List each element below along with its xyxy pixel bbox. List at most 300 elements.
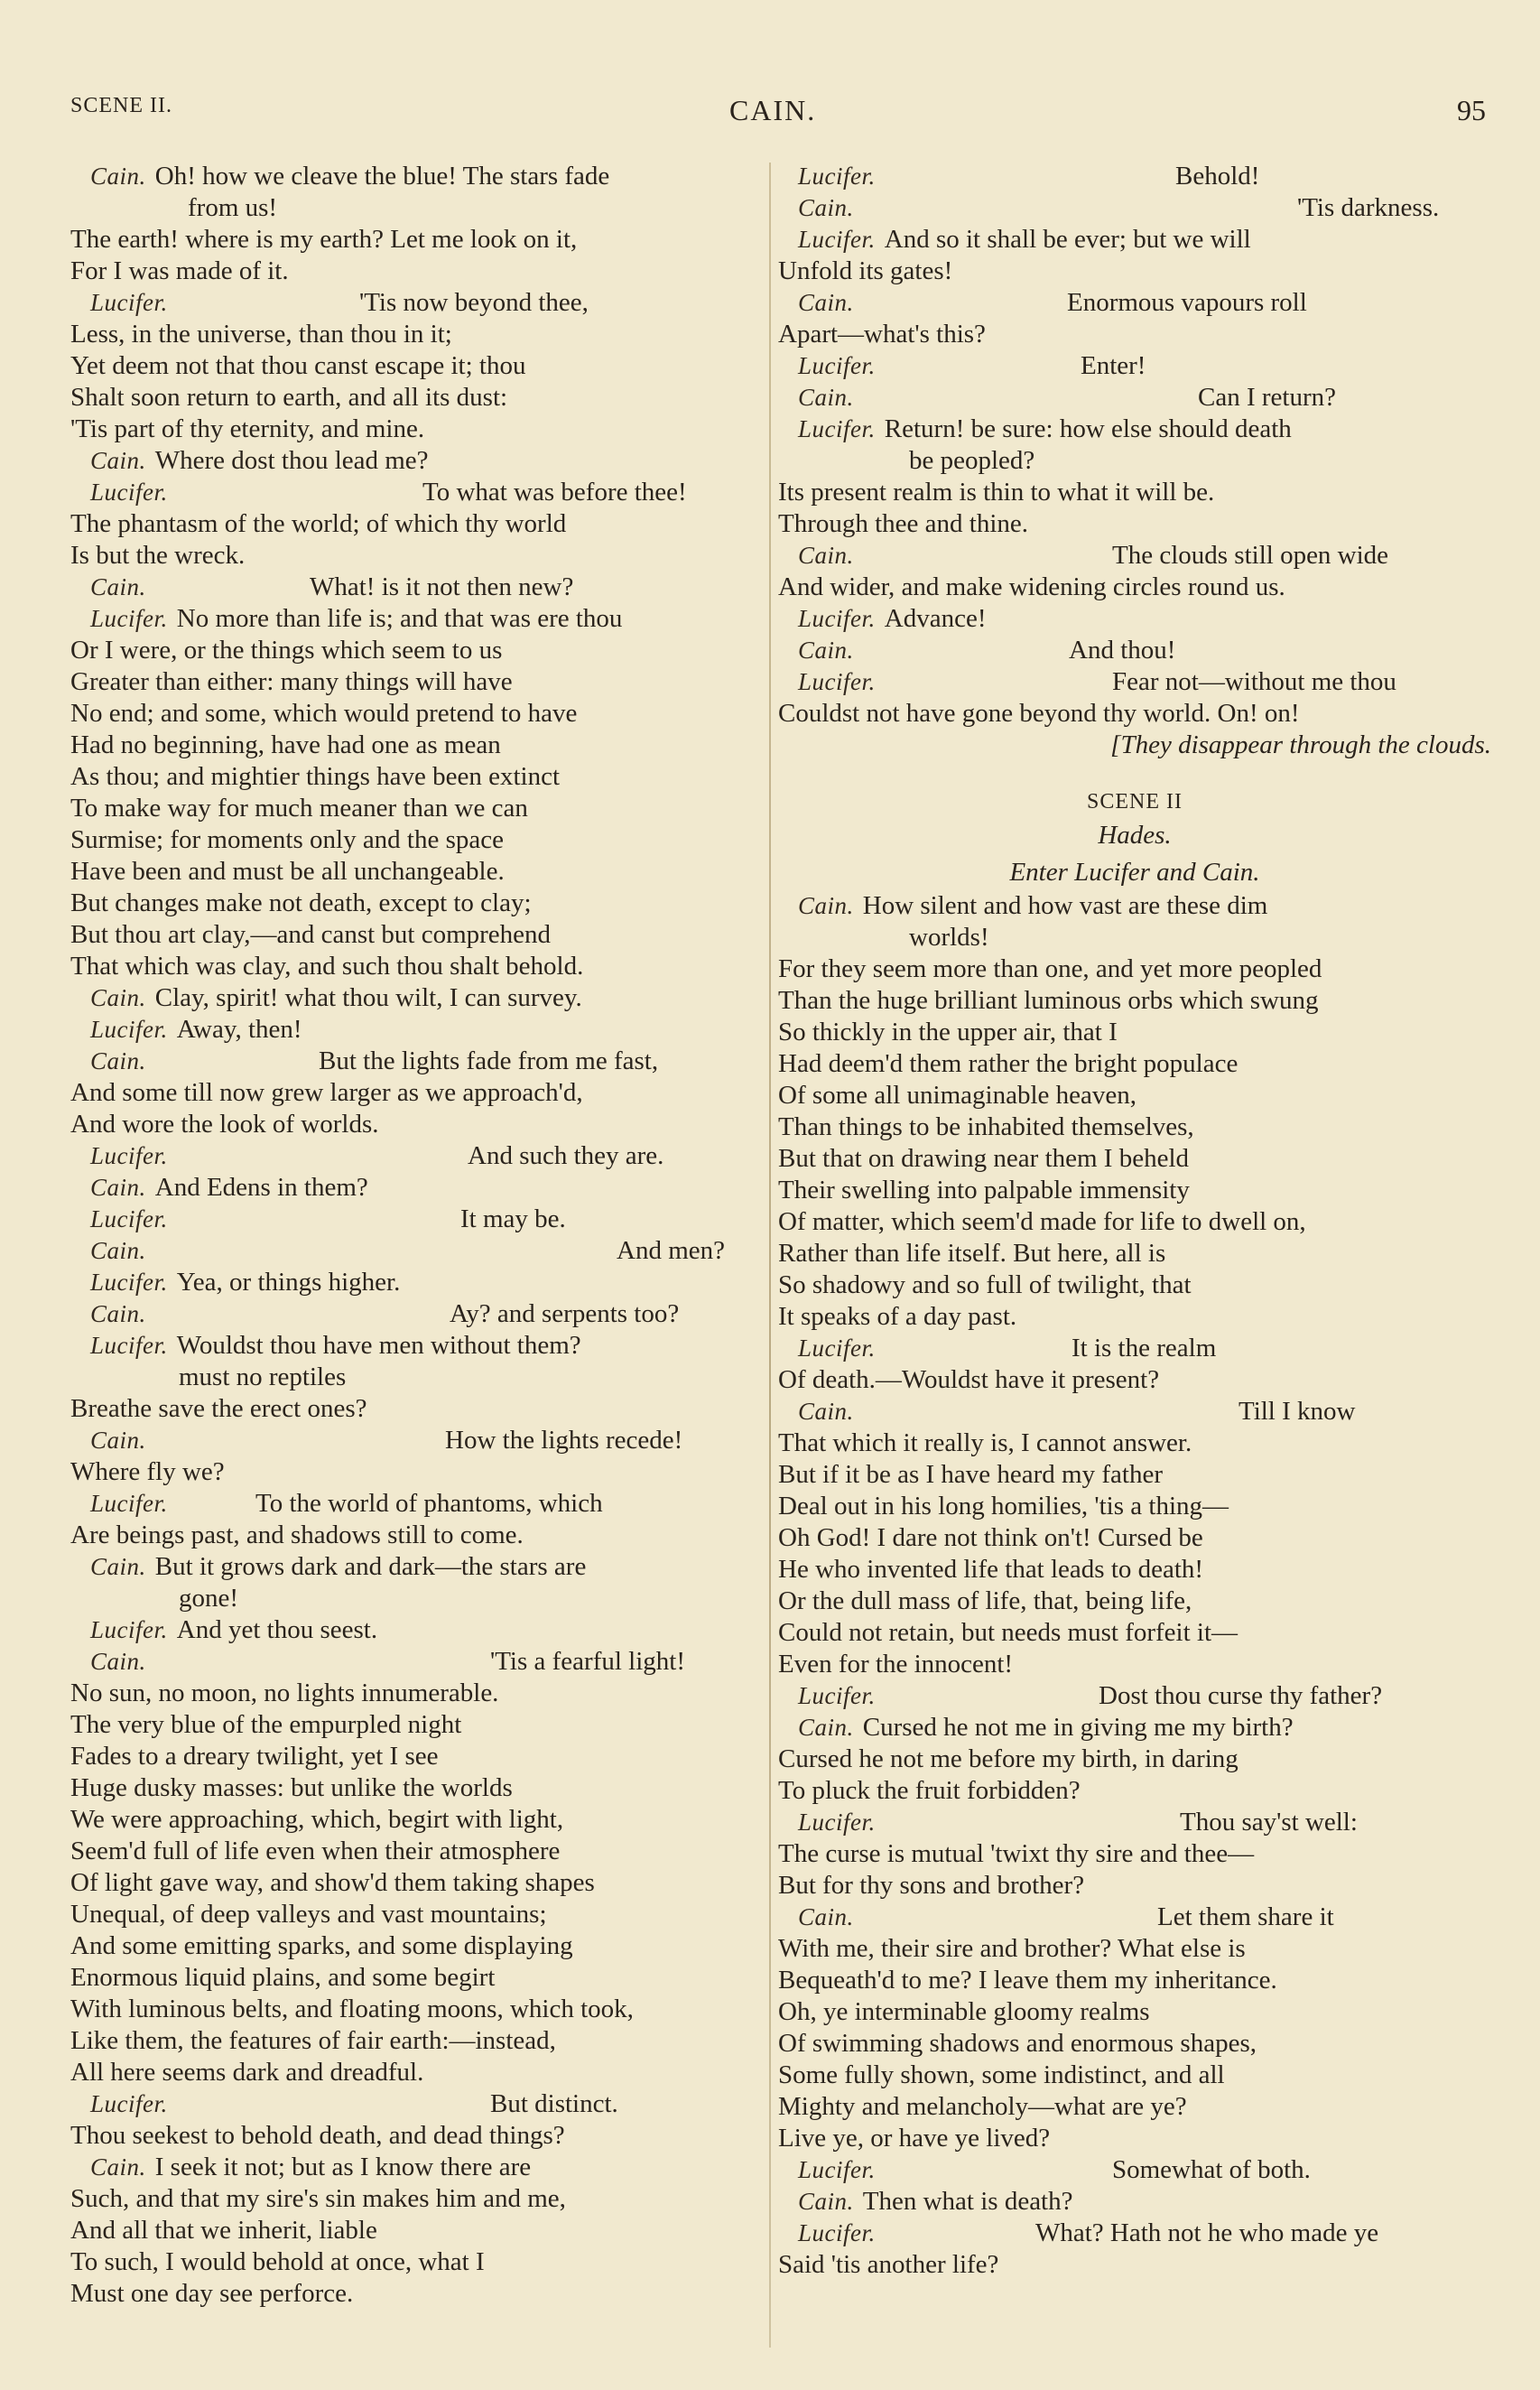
verse-line	[778, 2218, 1491, 2249]
verse-line	[70, 1235, 756, 1267]
verse-text: 'Tis now beyond thee,	[359, 288, 589, 317]
verse-text: Clay, spirit! what thou wilt, I can survey.	[154, 983, 582, 1012]
verse-line	[70, 1014, 756, 1046]
verse-text: Mighty and melancholy—what are ye?	[778, 2092, 1187, 2121]
verse-text: Even for the innocent!	[778, 1650, 1014, 1679]
verse-line	[778, 2028, 1491, 2060]
verse-text: And such they are.	[468, 1141, 664, 1170]
verse-text: Let them share it	[1157, 1902, 1334, 1931]
verse-line	[70, 224, 756, 256]
verse-text: And some till now grew larger as we approach'd,	[70, 1078, 583, 1107]
verse-text: It may be.	[460, 1204, 566, 1233]
verse-line	[778, 635, 1491, 666]
verse-text: Bequeath'd to me? I leave them my inheritance.	[778, 1966, 1277, 1995]
verse-line	[778, 985, 1491, 1017]
verse-line	[70, 2278, 756, 2310]
speaker-label: Lucifer.	[90, 605, 168, 632]
verse-line	[778, 382, 1491, 414]
verse-line	[778, 1996, 1491, 2028]
verse-text: What! is it not then new?	[310, 572, 574, 601]
verse-text: Unfold its gates!	[778, 256, 953, 285]
page-number: 95	[1457, 94, 1486, 126]
verse-text: Had no beginning, have had one as mean	[70, 730, 501, 759]
verse-line	[778, 1491, 1491, 1522]
verse-line	[70, 919, 756, 951]
verse-line	[70, 698, 756, 730]
verse-line	[778, 1017, 1491, 1048]
speaker-label: Lucifer.	[90, 1332, 168, 1359]
verse-text: Or I were, or the things which seem to us	[70, 636, 503, 665]
verse-line	[778, 1933, 1491, 1965]
verse-text: All here seems dark and dreadful.	[70, 2058, 424, 2087]
verse-line	[70, 1046, 756, 1077]
speaker-label: Cain.	[798, 542, 854, 569]
verse-line	[778, 1838, 1491, 1870]
verse-text: Than things to be inhabited themselves,	[778, 1112, 1194, 1141]
verse-line	[70, 824, 756, 856]
verse-line	[778, 2091, 1491, 2123]
verse-line	[70, 192, 756, 224]
speaker-label: Lucifer.	[90, 1142, 168, 1169]
verse-text: We were approaching, which, begirt with light,	[70, 1805, 564, 1834]
verse-line	[70, 1140, 756, 1172]
speaker-label: Cain.	[90, 1648, 146, 1675]
verse-text: Of matter, which seem'd made for life to dwell on,	[778, 1207, 1306, 1236]
running-head-scene: SCENE II.	[70, 94, 172, 117]
verse-line	[70, 2057, 756, 2088]
verse-line	[778, 1333, 1491, 1364]
verse-line	[70, 1298, 756, 1330]
verse-line	[778, 445, 1491, 477]
speaker-label: Cain.	[90, 1300, 146, 1327]
verse-line	[70, 1172, 756, 1204]
speaker-label: Cain.	[90, 984, 146, 1011]
verse-line	[70, 1930, 756, 1962]
verse-line	[778, 1080, 1491, 1111]
verse-text: Surmise; for moments only and the space	[70, 825, 505, 854]
verse-line	[70, 1646, 756, 1678]
verse-text: No end; and some, which would pretend to have	[70, 699, 578, 728]
verse-line	[70, 540, 756, 572]
verse-text: For they seem more than one, and yet more peopled	[778, 954, 1322, 983]
verse-line	[778, 922, 1491, 953]
verse-line	[70, 1425, 756, 1456]
verse-line	[70, 2120, 756, 2152]
speaker-label: Cain.	[798, 892, 854, 919]
speaker-label: Lucifer.	[798, 1334, 876, 1362]
verse-line	[70, 1520, 756, 1551]
verse-line	[70, 1204, 756, 1235]
verse-line	[778, 1143, 1491, 1175]
verse-text: Breathe save the erect ones?	[70, 1394, 367, 1423]
verse-line	[778, 1301, 1491, 1333]
verse-text: Shalt soon return to earth, and all its dust:	[70, 383, 508, 412]
verse-line	[70, 888, 756, 919]
verse-line	[70, 2183, 756, 2215]
verse-text: To make way for much meaner than we can	[70, 794, 528, 823]
verse-text: Are beings past, and shadows still to come.	[70, 1520, 524, 1549]
verse-line	[778, 1554, 1491, 1586]
verse-line	[778, 319, 1491, 350]
verse-text: Then what is death?	[862, 2187, 1073, 2216]
verse-line	[778, 224, 1491, 256]
verse-line	[778, 890, 1491, 922]
verse-line	[778, 1807, 1491, 1838]
verse-line	[70, 1741, 756, 1772]
verse-text: And wider, and make widening circles round us.	[778, 572, 1285, 601]
verse-line	[70, 350, 756, 382]
verse-text: It speaks of a day past.	[778, 1302, 1017, 1331]
speaker-label: Cain.	[798, 1903, 854, 1930]
verse-text: Thou say'st well:	[1180, 1808, 1358, 1837]
verse-text: Huge dusky masses: but unlike the worlds	[70, 1773, 513, 1802]
verse-text: Is but the wreck.	[70, 541, 246, 570]
verse-text: The phantasm of the world; of which thy world	[70, 509, 567, 538]
verse-text: So shadowy and so full of twilight, that	[778, 1270, 1192, 1299]
verse-text: Away, then!	[176, 1015, 302, 1044]
verse-line	[70, 445, 756, 477]
verse-line	[70, 2152, 756, 2183]
verse-text: Of light gave way, and show'd them taking shapes	[70, 1868, 595, 1897]
verse-text: Had deem'd them rather the bright populace	[778, 1049, 1238, 1078]
verse-text: Seem'd full of life even when their atmosphere	[70, 1837, 561, 1865]
verse-line	[778, 1712, 1491, 1744]
verse-text: Fear not—without me thou	[1112, 667, 1396, 696]
verse-text: Where dost thou lead me?	[154, 446, 429, 475]
verse-line	[70, 382, 756, 414]
verse-text: With luminous belts, and floating moons, which took,	[70, 1995, 634, 2023]
verse-line	[70, 1836, 756, 1867]
speaker-label: Lucifer.	[90, 2090, 168, 2117]
speaker-label: Cain.	[798, 194, 854, 221]
verse-line	[778, 1269, 1491, 1301]
verse-text: But that on drawing near them I beheld	[778, 1144, 1190, 1173]
verse-text: As thou; and mightier things have been extinct	[70, 762, 561, 791]
scene-entry: Enter Lucifer and Cain.	[1009, 858, 1260, 887]
verse-text: Behold!	[1175, 162, 1260, 191]
verse-line	[70, 1804, 756, 1836]
speaker-label: Lucifer.	[798, 1809, 876, 1836]
speaker-label: Cain.	[798, 1714, 854, 1741]
verse-text: But for thy sons and brother?	[778, 1871, 1085, 1900]
verse-text: And yet thou seest.	[176, 1615, 378, 1644]
scene-one-end	[778, 161, 1491, 730]
verse-line	[70, 1551, 756, 1583]
verse-line	[70, 1994, 756, 2025]
speaker-label: Cain.	[90, 1047, 146, 1074]
verse-line	[70, 1899, 756, 1930]
verse-text: Somewhat of both.	[1112, 2155, 1311, 2184]
verse-text: Thou seekest to behold death, and dead things?	[70, 2121, 565, 2150]
speaker-label: Cain.	[798, 384, 854, 411]
verse-text: To what was before thee!	[422, 478, 687, 507]
verse-line	[778, 2154, 1491, 2186]
verse-text: Unequal, of deep valleys and vast mountains;	[70, 1900, 547, 1929]
verse-line	[778, 1522, 1491, 1554]
verse-text: Cursed he not me before my birth, in daring	[778, 1744, 1238, 1773]
verse-text: Some fully shown, some indistinct, and all	[778, 2060, 1225, 2089]
verse-text: Rather than life itself. But here, all is	[778, 1239, 1166, 1268]
verse-text: And some emitting sparks, and some displaying	[70, 1931, 573, 1960]
verse-text: And thou!	[1069, 636, 1176, 665]
speaker-label: Cain.	[90, 1553, 146, 1580]
verse-line	[70, 666, 756, 698]
verse-text: What? Hath not he who made ye	[1035, 2218, 1379, 2247]
verse-text: The clouds still open wide	[1112, 541, 1389, 570]
verse-text: 'Tis darkness.	[1297, 193, 1440, 222]
speaker-label: Cain.	[798, 289, 854, 316]
verse-text: And wore the look of worlds.	[70, 1110, 379, 1139]
verse-line	[778, 2123, 1491, 2154]
verse-text: Wouldst thou have men without them?	[176, 1331, 581, 1360]
verse-text: Live ye, or have ye lived?	[778, 2124, 1051, 2153]
verse-text: Have been and must be all unchangeable.	[70, 857, 505, 886]
verse-text: And all that we inherit, liable	[70, 2216, 377, 2245]
speaker-label: Lucifer.	[798, 2156, 876, 2183]
scene-two-text	[778, 890, 1491, 2281]
verse-line	[778, 2249, 1491, 2281]
verse-text: Enormous vapours roll	[1067, 288, 1307, 317]
verse-text: No more than life is; and that was ere thou	[176, 604, 623, 633]
verse-text: Yea, or things higher.	[176, 1268, 401, 1297]
verse-line	[70, 1709, 756, 1741]
verse-line	[778, 1048, 1491, 1080]
speaker-label: Cain.	[90, 1174, 146, 1201]
verse-line	[778, 698, 1491, 730]
verse-line	[778, 1649, 1491, 1680]
verse-text: Less, in the universe, than thou in it;	[70, 320, 452, 349]
verse-text: But it grows dark and dark—the stars are	[154, 1552, 587, 1581]
verse-text: But thou art clay,—and canst but comprehend	[70, 920, 552, 949]
verse-text: To pluck the fruit forbidden?	[778, 1776, 1081, 1805]
verse-text: To such, I would behold at once, what I	[70, 2247, 485, 2276]
verse-line	[778, 1175, 1491, 1206]
verse-line	[778, 2186, 1491, 2218]
scene-place: Hades.	[1098, 821, 1172, 850]
verse-line	[778, 666, 1491, 698]
verse-line	[778, 540, 1491, 572]
verse-line	[70, 287, 756, 319]
verse-line	[778, 350, 1491, 382]
verse-line	[778, 1427, 1491, 1459]
verse-line	[70, 856, 756, 888]
verse-line	[70, 2246, 756, 2278]
speaker-label: Lucifer.	[798, 605, 876, 632]
verse-text: Than the huge brilliant luminous orbs which swung	[778, 986, 1319, 1015]
verse-line	[70, 508, 756, 540]
verse-line	[70, 1330, 756, 1362]
speaker-label: Lucifer.	[798, 2219, 876, 2246]
verse-text: The very blue of the empurpled night	[70, 1710, 462, 1739]
speaker-label: Lucifer.	[798, 1682, 876, 1709]
verse-line	[70, 2088, 756, 2120]
verse-line	[778, 1364, 1491, 1396]
scene-title: SCENE II	[1087, 790, 1183, 814]
verse-line	[778, 1965, 1491, 1996]
verse-text: The earth! where is my earth? Let me look on it,	[70, 225, 578, 254]
verse-text: But distinct.	[490, 2089, 618, 2118]
verse-line	[70, 2215, 756, 2246]
verse-line	[778, 1902, 1491, 1933]
verse-text: Their swelling into palpable immensity	[778, 1176, 1190, 1204]
verse-text: Greater than either: many things will have	[70, 667, 513, 696]
verse-line	[70, 951, 756, 982]
verse-text: Oh! how we cleave the blue! The stars fade	[154, 162, 610, 191]
verse-text: Or the dull mass of life, that, being life,	[778, 1586, 1192, 1615]
speaker-label: Lucifer.	[90, 289, 168, 316]
verse-line	[70, 477, 756, 508]
verse-line	[778, 1617, 1491, 1649]
column-divider	[769, 163, 771, 2348]
verse-line	[778, 1459, 1491, 1491]
verse-line	[778, 256, 1491, 287]
speaker-label: Lucifer.	[90, 1205, 168, 1232]
verse-text: Where fly we?	[70, 1457, 225, 1486]
verse-line	[778, 1111, 1491, 1143]
verse-text: Deal out in his long homilies, 'tis a thing—	[778, 1492, 1229, 1520]
speaker-label: Lucifer.	[798, 352, 876, 379]
verse-line	[70, 1393, 756, 1425]
left-column	[70, 161, 756, 2310]
verse-text: Can I return?	[1198, 383, 1336, 412]
speaker-label: Cain.	[90, 1427, 146, 1454]
verse-line	[778, 2060, 1491, 2091]
verse-text: With me, their sire and brother? What else is	[778, 1934, 1246, 1963]
verse-line	[70, 572, 756, 603]
verse-text: How silent and how vast are these dim	[862, 891, 1268, 920]
verse-text: It is the realm	[1072, 1334, 1217, 1362]
verse-line	[70, 1867, 756, 1899]
verse-line	[70, 319, 756, 350]
verse-text: But changes make not death, except to clay;	[70, 888, 532, 917]
verse-text: 'Tis part of thy eternity, and mine.	[70, 414, 425, 443]
verse-line	[778, 1870, 1491, 1902]
speaker-label: Cain.	[798, 637, 854, 664]
verse-line	[70, 1488, 756, 1520]
speaker-label: Lucifer.	[90, 1490, 168, 1517]
speaker-label: Lucifer.	[798, 668, 876, 695]
speaker-label: Lucifer.	[798, 163, 876, 190]
verse-line	[70, 1614, 756, 1646]
verse-text: must no reptiles	[179, 1362, 347, 1391]
verse-line	[778, 161, 1491, 192]
verse-line	[778, 1396, 1491, 1427]
verse-line	[778, 1680, 1491, 1712]
verse-line	[70, 1772, 756, 1804]
verse-text: Like them, the features of fair earth:—instead,	[70, 2026, 556, 2055]
verse-line	[778, 508, 1491, 540]
verse-line	[70, 730, 756, 761]
verse-text: from us!	[188, 193, 278, 222]
verse-line	[70, 635, 756, 666]
speaker-label: Lucifer.	[90, 479, 168, 506]
verse-text: Of death.—Wouldst have it present?	[778, 1365, 1160, 1394]
verse-text: No sun, no moon, no lights innumerable.	[70, 1679, 499, 1707]
verse-text: That which was clay, and such thou shalt behold.	[70, 952, 584, 981]
verse-text: Fades to a dreary twilight, yet I see	[70, 1742, 439, 1771]
verse-line	[778, 1775, 1491, 1807]
verse-text: Apart—what's this?	[778, 320, 986, 349]
verse-text: That which it really is, I cannot answer.	[778, 1428, 1192, 1457]
verse-text: He who invented life that leads to death!	[778, 1555, 1204, 1584]
speaker-label: Cain.	[798, 2188, 854, 2215]
verse-line	[70, 1109, 756, 1140]
verse-text: Ay? and serpents too?	[450, 1299, 680, 1328]
speaker-label: Cain.	[90, 573, 146, 600]
verse-line	[778, 572, 1491, 603]
verse-line	[70, 1267, 756, 1298]
verse-text: Such, and that my sire's sin makes him and me,	[70, 2184, 566, 2213]
verse-line	[70, 793, 756, 824]
verse-line	[778, 953, 1491, 985]
verse-text: Enormous liquid plains, and some begirt	[70, 1963, 496, 1992]
verse-line	[70, 161, 756, 192]
verse-text: worlds!	[909, 923, 989, 952]
verse-text: But if it be as I have heard my father	[778, 1460, 1163, 1489]
verse-line	[70, 1077, 756, 1109]
verse-text: So thickly in the upper air, that I	[778, 1018, 1118, 1046]
verse-text: But the lights fade from me fast,	[319, 1046, 659, 1075]
verse-line	[70, 1678, 756, 1709]
verse-text: How the lights recede!	[445, 1426, 683, 1455]
speaker-label: Lucifer.	[798, 226, 876, 253]
verse-line	[778, 1744, 1491, 1775]
stage-direction: [They disappear through the clouds.	[1110, 730, 1491, 759]
verse-line	[70, 256, 756, 287]
verse-text: Must one day see perforce.	[70, 2279, 354, 2308]
verse-line	[70, 414, 756, 445]
verse-line	[70, 603, 756, 635]
verse-line	[778, 1206, 1491, 1238]
verse-text: And so it shall be ever; but we will	[884, 225, 1251, 254]
speaker-label: Cain.	[90, 163, 146, 190]
speaker-label: Cain.	[90, 1237, 146, 1264]
running-head-title: CAIN.	[729, 94, 817, 126]
speaker-label: Lucifer.	[90, 1016, 168, 1043]
verse-text: Oh God! I dare not think on't! Cursed be	[778, 1523, 1203, 1552]
verse-text: Cursed he not me in giving me my birth?	[862, 1713, 1294, 1742]
verse-text: Could not retain, but needs must forfeit it—	[778, 1618, 1238, 1647]
verse-line	[70, 1583, 756, 1614]
verse-line	[70, 1456, 756, 1488]
verse-line	[70, 761, 756, 793]
verse-text: I seek it not; but as I know there are	[154, 2153, 532, 2181]
right-column	[778, 161, 1491, 2281]
verse-text: Enter!	[1081, 351, 1146, 380]
speaker-label: Cain.	[90, 2153, 146, 2181]
verse-line	[778, 287, 1491, 319]
verse-text: The curse is mutual 'twixt thy sire and thee—	[778, 1839, 1255, 1868]
speaker-label: Lucifer.	[798, 415, 876, 442]
verse-line	[778, 192, 1491, 224]
verse-text: Said 'tis another life?	[778, 2250, 999, 2279]
verse-line	[778, 1586, 1491, 1617]
verse-text: gone!	[179, 1584, 239, 1613]
verse-text: Return! be sure: how else should death	[884, 414, 1292, 443]
speaker-label: Lucifer.	[90, 1616, 168, 1643]
verse-text: And men?	[617, 1236, 725, 1265]
verse-text: Through thee and thine.	[778, 509, 1029, 538]
verse-text: And Edens in them?	[154, 1173, 368, 1202]
verse-line	[70, 1362, 756, 1393]
verse-text: Of some all unimaginable heaven,	[778, 1081, 1137, 1110]
verse-line	[778, 603, 1491, 635]
verse-text: Oh, ye interminable gloomy realms	[778, 1997, 1150, 2026]
verse-line	[70, 982, 756, 1014]
speaker-label: Lucifer.	[90, 1269, 168, 1296]
verse-text: To the world of phantoms, which	[255, 1489, 603, 1518]
verse-text: For I was made of it.	[70, 256, 289, 285]
